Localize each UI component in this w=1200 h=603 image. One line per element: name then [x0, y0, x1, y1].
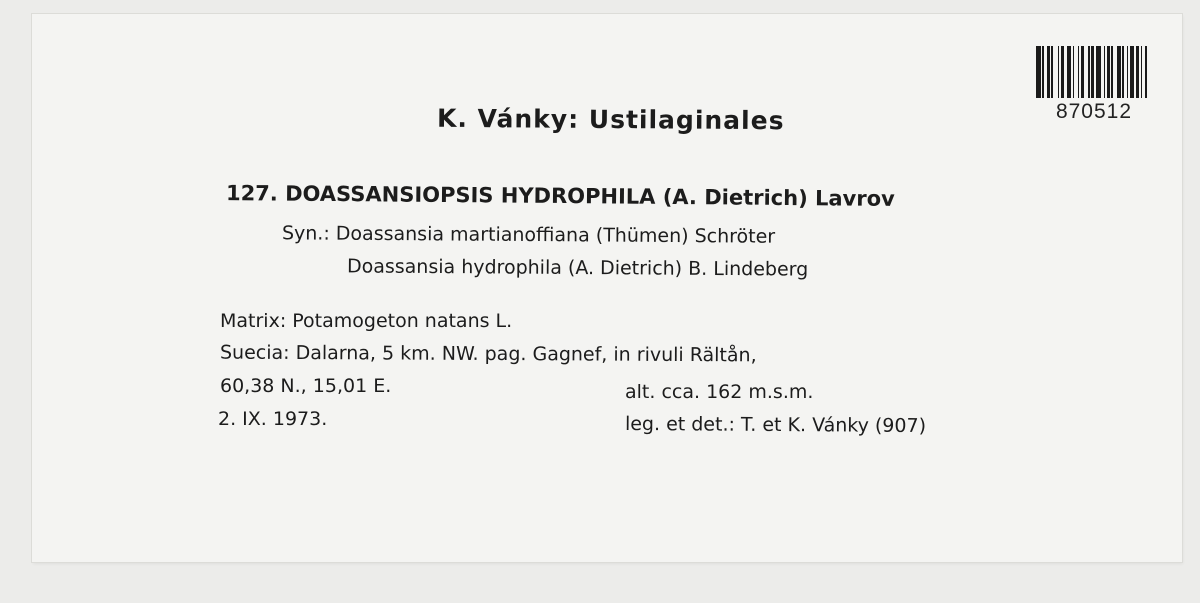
- coordinates: 60,38 N., 15,01 E.: [220, 375, 392, 397]
- label-title: K. Vánky: Ustilaginales: [436, 103, 785, 136]
- synonym-2: Doassansia hydrophila (A. Dietrich) B. Lindeberg: [346, 255, 809, 281]
- collection-date: 2. IX. 1973.: [218, 408, 328, 430]
- synonym-line-1: [282, 222, 775, 247]
- collector-line: leg. et det.: T. et K. Vánky (907): [624, 412, 927, 438]
- barcode-sticker: [1032, 42, 1156, 128]
- catalog-number: 870512: [1055, 100, 1133, 123]
- altitude: alt. cca. 162 m.s.m.: [625, 381, 814, 403]
- specimen-number: 127.: [225, 181, 278, 206]
- barcode: [1036, 46, 1152, 98]
- herbarium-label: [32, 14, 1182, 562]
- synonym-label: Syn.:: [281, 222, 330, 245]
- species-name: DOASSANSIOPSIS HYDROPHILA (A. Dietrich) Lavrov: [285, 181, 895, 211]
- matrix-line: Matrix: Potamogeton natans L.: [220, 310, 513, 332]
- locality-line: Suecia: Dalarna, 5 km. NW. pag. Gagnef, in rivuli Rältån,: [219, 341, 757, 367]
- synonym-1: Doassansia martianoffiana (Thümen) Schröter: [335, 222, 776, 248]
